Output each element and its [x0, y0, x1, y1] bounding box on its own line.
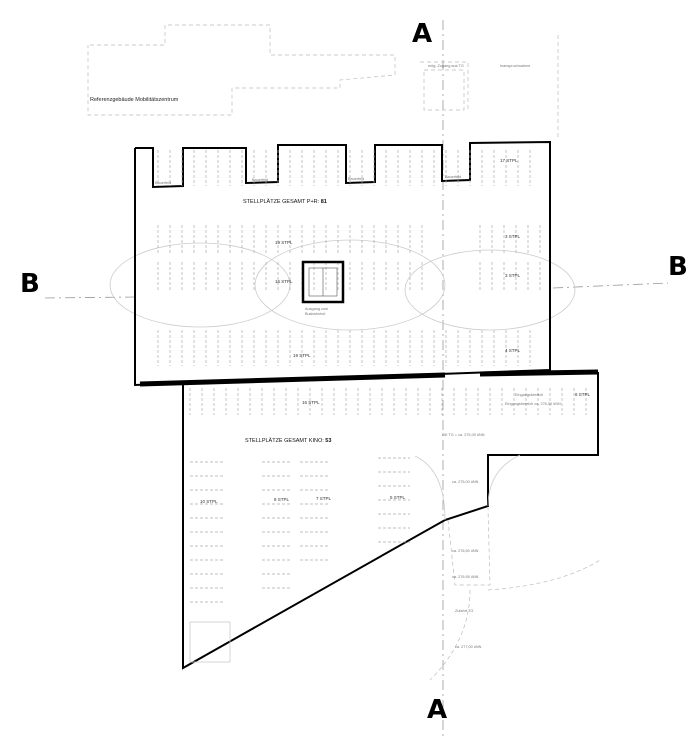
- section-marker-a-top: A: [412, 19, 433, 49]
- section-marker-a-bottom: A: [427, 695, 448, 725]
- turning-ellipse-1: [110, 243, 290, 327]
- ramp-approach-1: [430, 590, 470, 680]
- stall-count-pr-left-mid: 16 STPL: [275, 279, 293, 284]
- ramp-curve-right: [488, 455, 520, 506]
- ramp-label: Zufahrt TG: [455, 609, 474, 613]
- ramp-outline: [448, 508, 490, 585]
- elevation-1: ca. 275,00 üNN: [452, 480, 479, 484]
- section-marker-b-left: B: [20, 269, 40, 299]
- elevation-entrance: Eingangsbereich ca. 276,00 üNN: [505, 402, 561, 406]
- access-outline: [420, 62, 468, 110]
- stall-count-kino-col-3: 7 STPL: [316, 496, 332, 501]
- ramp-curve-left: [415, 456, 445, 520]
- section-marker-b-right: B: [668, 252, 688, 282]
- stall-count-pr-right-upper: 3 STPL: [505, 234, 521, 239]
- bauerfeld-label-1: Bauerfeld: [155, 181, 172, 185]
- stall-count-kino-top: 16 STPL: [302, 400, 320, 405]
- section-line-b-right: [553, 283, 668, 288]
- stall-count-pr-left-upper: 19 STPL: [275, 240, 293, 245]
- access-note: mög. Zugang aus TG: [428, 64, 464, 68]
- elevation-3: ca. 276,95 üNN: [452, 575, 479, 579]
- stall-count-pr-bottom: 19 STPL: [293, 353, 311, 358]
- bauerfeld-label-2: Bauerfeld: [252, 178, 269, 182]
- separating-wall-right: [480, 372, 598, 374]
- bauerfeld-label-4: Bauerfeld: [445, 175, 462, 179]
- kino-corner-box: [190, 622, 230, 662]
- stall-count-kino-col-1: 10 STPL: [200, 499, 218, 504]
- kino-stall-lines: [190, 388, 586, 602]
- section-line-b-left: [45, 297, 135, 298]
- stall-count-pr-top-right: 17 STPL: [500, 158, 518, 163]
- total-pr-label: STELLPLÄTZE GESAMT P+R: 81: [243, 199, 327, 205]
- elevation-4: ca. 277,00 üNN: [455, 645, 482, 649]
- stall-count-kino-col-4: 5 STPL: [390, 495, 406, 500]
- entrance-label: Eingangsbereich: [515, 393, 544, 397]
- stall-count-kino-top-right: 6 STPL: [575, 392, 591, 397]
- elevation-2: ca. 276,50 üNN: [452, 549, 479, 553]
- separating-wall-left: [140, 375, 445, 384]
- of-tg-label: OK TG = ca. 275,00 üNN: [442, 433, 485, 437]
- stall-count-pr-bottom-right: 4 STPL: [505, 348, 521, 353]
- stair-caption-1: Ausgang zum: [305, 307, 329, 311]
- kino-garage-outline: [183, 372, 598, 668]
- total-kino-label: STELLPLÄTZE GESAMT KINO: 53: [245, 438, 332, 444]
- access-box: [424, 70, 464, 110]
- stair-caption-2: Busbahnhof: [305, 312, 326, 316]
- bauerfeld-label-3: Bauerfeld: [348, 177, 365, 181]
- stall-count-kino-col-2: 8 STPL: [274, 497, 290, 502]
- stall-count-pr-right-mid: 3 STPL: [505, 273, 521, 278]
- ramp-approach-2: [488, 560, 600, 590]
- reference-building-label: Referenzgebäude Mobilitätszentrum: [90, 97, 179, 103]
- upper-right-note: Inanspruchnahme: [500, 64, 531, 68]
